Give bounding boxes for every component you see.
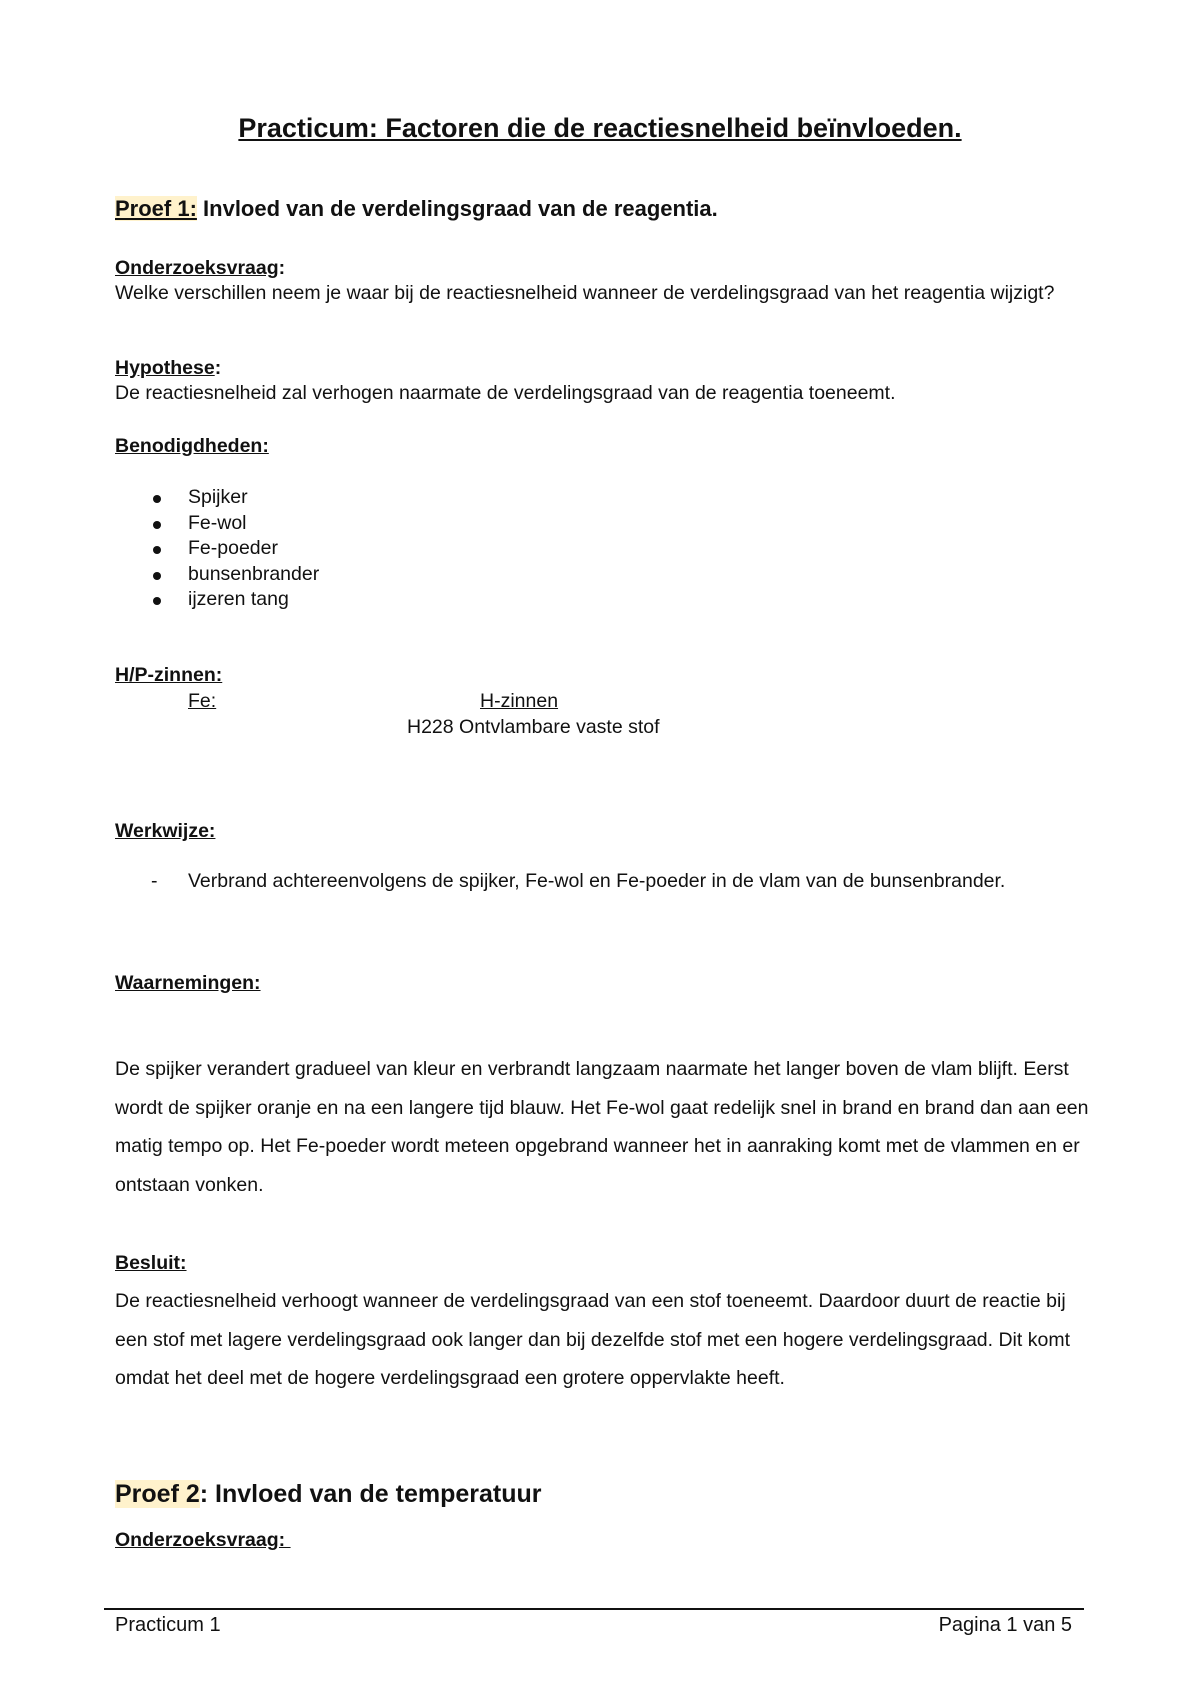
- onderzoeksvraag-label: Onderzoeksvraag: [115, 257, 279, 279]
- waarnemingen-heading: [115, 970, 261, 996]
- list-item-text: bunsenbrander: [188, 562, 320, 585]
- benodigdheden-heading: [115, 433, 269, 459]
- list-item-text: ijzeren tang: [188, 588, 289, 610]
- proef2-heading-text: : Invloed van de temperatuur: [199, 1480, 542, 1508]
- proef1-heading-text: Invloed van de verdelingsgraad van de reagentia.: [196, 196, 718, 221]
- list-item-text: Spijker: [188, 486, 248, 508]
- werkwijze-step: [115, 869, 1088, 895]
- waarnemingen-label: Waarnemingen:: [115, 972, 261, 994]
- list-item: [115, 536, 319, 562]
- hp-zinnen-heading: [115, 662, 222, 688]
- hypothese-label: Hypothese: [115, 357, 215, 379]
- bullet-icon: [153, 572, 161, 580]
- list-item: [115, 485, 319, 511]
- footer-left: Practicum 1: [115, 1614, 221, 1636]
- document-title: Practicum: Factoren die de reactiesnelheid beïnvloeden.: [238, 113, 962, 143]
- footer-divider: [104, 1608, 1084, 1610]
- dash-icon: -: [151, 870, 158, 892]
- werkwijze-heading: [115, 818, 215, 844]
- werkwijze-step-text: Verbrand achtereenvolgens de spijker, Fe-wol en Fe-poeder in de vlam van de bunsenbrander.: [188, 870, 1006, 892]
- list-item: [115, 511, 319, 537]
- hp-zin: H228 Ontvlambare vaste stof: [407, 716, 660, 738]
- list-item-text: Fe-wol: [188, 511, 247, 534]
- hypothese-heading: [115, 355, 221, 381]
- besluit-heading: [115, 1250, 187, 1276]
- list-item: [115, 587, 319, 613]
- werkwijze-label: Werkwijze:: [115, 820, 216, 842]
- hp-column-header: H-zinnen: [480, 690, 559, 712]
- proef2-onderzoeksvraag-heading: [115, 1527, 291, 1553]
- bullet-icon: [153, 495, 161, 503]
- hp-zinnen-label: H/P-zinnen:: [115, 664, 223, 686]
- list-item: [115, 562, 319, 588]
- bullet-icon: [153, 597, 161, 605]
- proef1-heading: [115, 195, 718, 223]
- benodigdheden-label: Benodigdheden:: [115, 435, 269, 457]
- list-item-text: Fe-poeder: [188, 537, 278, 559]
- waarnemingen-text: De spijker verandert gradueel van kleur en verbrandt langzaam naarmate het langer boven de vlam blijft. Eerst wordt de spijker oranje en na een langere tijd blauw. Het Fe-wol gaat redelijk snel in brand en brand dan aan een matig tempo op. Het Fe-poeder wordt meteen opgebrand wanneer het in aanraking komt met de vlammen en er ontstaan vonken.: [115, 1058, 1089, 1196]
- bullet-icon: [153, 546, 161, 554]
- footer-page-number: Pagina 1 van 5: [938, 1614, 1072, 1636]
- besluit-text: De reactiesnelheid verhoogt wanneer de verdelingsgraad van een stof toeneemt. Daardoor duurt de reactie bij een stof met lagere verdelingsgraad ook langer dan bij dezelfde stof met een hogere verdelingsgraad. Dit komt omdat het deel met de hogere verdelingsgraad een grotere oppervlakte heeft.: [115, 1290, 1070, 1389]
- proef1-label: Proef 1:: [115, 196, 197, 221]
- hypothese-colon: :: [214, 357, 222, 379]
- onderzoeksvraag-colon: :: [278, 257, 286, 279]
- proef2-onderzoeksvraag-label: Onderzoeksvraag:: [115, 1529, 291, 1551]
- bullet-icon: [153, 521, 161, 529]
- proef2-heading: [115, 1478, 542, 1510]
- proef2-label: Proef 2: [115, 1480, 200, 1508]
- onderzoeksvraag-text: Welke verschillen neem je waar bij de reactiesnelheid wanneer de verdelingsgraad van het reagentia wijzigt?: [115, 282, 1055, 304]
- hp-stof: Fe:: [188, 690, 217, 712]
- onderzoeksvraag-heading: [115, 255, 285, 281]
- benodigdheden-list: [115, 485, 319, 613]
- besluit-label: Besluit:: [115, 1252, 187, 1274]
- hypothese-text: De reactiesnelheid zal verhogen naarmate de verdelingsgraad van de reagentia toeneemt.: [115, 382, 896, 404]
